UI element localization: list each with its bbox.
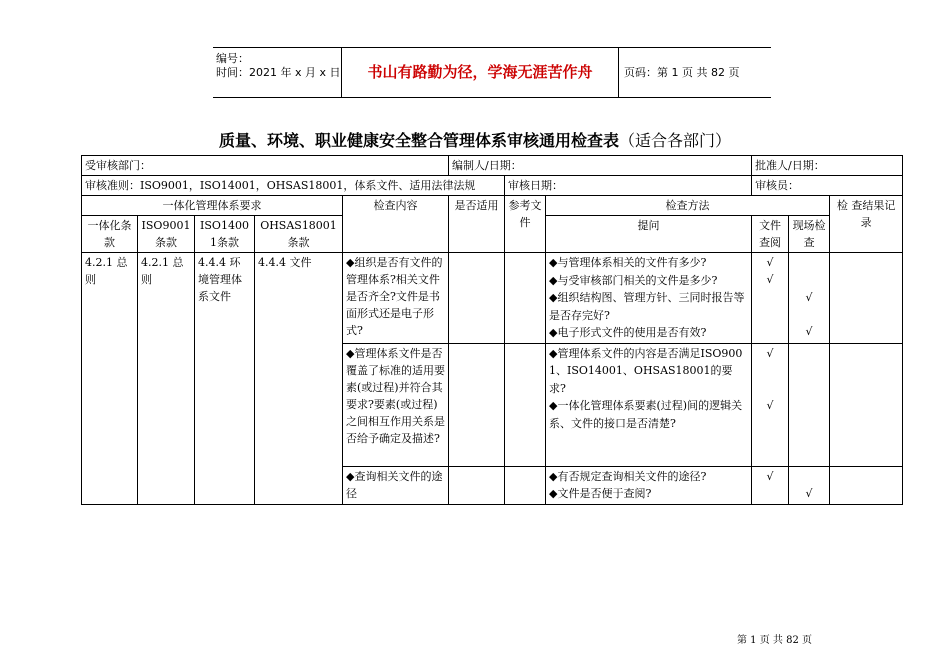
- form-row-2: [82, 176, 903, 196]
- question-item: ◆与受审核部门相关的文件是多少?: [549, 273, 718, 287]
- audit-date-field: 审核日期：: [505, 176, 752, 196]
- table-row: [82, 253, 903, 344]
- page-title: [0, 128, 950, 151]
- ref-doc-cell: [505, 343, 546, 466]
- check-content: ◆查询相关文件的途径: [343, 466, 449, 504]
- ref-doc-cell: [505, 466, 546, 504]
- integrated-req-header: 一体化管理体系要求: [82, 196, 343, 216]
- method-header: 检查方法: [546, 196, 830, 216]
- check-mark: √: [766, 346, 774, 360]
- applicable-cell: [449, 466, 505, 504]
- integrated-header: 一体化条款: [82, 216, 138, 253]
- iso14001-header: ISO14001条款: [195, 216, 255, 253]
- question-cell: [546, 253, 752, 344]
- page-footer: 第 1 页 共 82 页: [737, 635, 812, 646]
- number-label: 编号：: [216, 52, 249, 65]
- doc-review-header: 文件查阅: [752, 216, 789, 253]
- ohsas-clause: 4.4.4 文件: [255, 253, 343, 505]
- question-item: ◆组织结构图、管理方针、三同时报告等是否存完好?: [549, 291, 745, 322]
- question-item: ◆文件是否便于查阅?: [549, 487, 652, 500]
- iso14001-clause: 4.4.4 环境管理体系文件: [195, 253, 255, 505]
- check-content: ◆组织是否有文件的管理体系?相关文件是否齐全?文件是书面形式还是电子形式?: [343, 253, 449, 344]
- check-mark: √: [766, 273, 774, 286]
- question-item: ◆电子形式文件的使用是否有效?: [549, 326, 707, 339]
- motto: 书山有路勤为径，学海无涯苦作舟: [342, 48, 619, 97]
- content-header: 检查内容: [343, 196, 449, 253]
- question-item: ◆管理体系文件的内容是否满足ISO9001、ISO14001、OHSAS18001的要求?: [549, 346, 743, 395]
- editor-field: 编制人/日期：: [449, 156, 752, 176]
- title-sub: （适合各部门）: [619, 131, 732, 150]
- check-content: ◆管理体系文件是否覆盖了标准的适用要素(或过程)并符合其要求?要素(或过程)之间相互作用关系是否给予确定及描述?: [343, 343, 449, 466]
- question-item: ◆有否规定查询相关文件的途径?: [549, 469, 707, 483]
- ref-doc-header: 参考文件: [505, 196, 546, 253]
- check-mark: √: [805, 325, 813, 338]
- check-mark: √: [766, 398, 774, 412]
- header-meta: [213, 48, 342, 97]
- result-cell: [830, 343, 903, 466]
- header-row-1: [82, 196, 903, 216]
- check-mark: √: [766, 256, 774, 269]
- check-mark: √: [766, 469, 774, 483]
- auditor-field: 审核员：: [752, 176, 903, 196]
- check-mark: √: [805, 486, 813, 500]
- page-header: [213, 47, 771, 98]
- iso9001-clause: 4.2.1 总则: [138, 253, 195, 505]
- checklist-table: [81, 155, 903, 505]
- ohsas-header: OHSAS18001条款: [255, 216, 343, 253]
- onsite-cell: [789, 253, 830, 344]
- criteria-field: 审核准则：ISO9001，ISO14001，OHSAS18001，体系文件、适用法律法规: [82, 176, 505, 196]
- iso9001-header: ISO9001条款: [138, 216, 195, 253]
- approver-field: 批准人/日期：: [752, 156, 903, 176]
- question-header: 提问: [546, 216, 752, 253]
- applicable-header: 是否适用: [449, 196, 505, 253]
- doc-review-cell: [752, 253, 789, 344]
- applicable-cell: [449, 343, 505, 466]
- doc-review-cell: [752, 466, 789, 504]
- question-item: ◆一体化管理体系要素(过程)间的逻辑关系、文件的接口是否清楚?: [549, 399, 743, 430]
- doc-review-cell: [752, 343, 789, 466]
- integrated-clause: 4.2.1 总则: [82, 253, 138, 505]
- result-cell: [830, 253, 903, 344]
- page-code: 页码：第 1 页 共 82 页: [624, 66, 740, 79]
- question-item: ◆与管理体系相关的文件有多少?: [549, 256, 707, 269]
- time-label: 时间：2021 年 x 月 x 日: [216, 66, 341, 79]
- onsite-header: 现场检查: [789, 216, 830, 253]
- check-mark: √: [805, 291, 813, 304]
- result-header: 检 查结果记录: [830, 196, 903, 253]
- question-cell: [546, 466, 752, 504]
- onsite-cell: [789, 343, 830, 466]
- title-main: 质量、环境、职业健康安全整合管理体系审核通用检查表: [218, 131, 619, 150]
- onsite-cell: [789, 466, 830, 504]
- applicable-cell: [449, 253, 505, 344]
- dept-field: 受审核部门：: [82, 156, 449, 176]
- form-row-1: [82, 156, 903, 176]
- result-cell: [830, 466, 903, 504]
- question-cell: [546, 343, 752, 466]
- ref-doc-cell: [505, 253, 546, 344]
